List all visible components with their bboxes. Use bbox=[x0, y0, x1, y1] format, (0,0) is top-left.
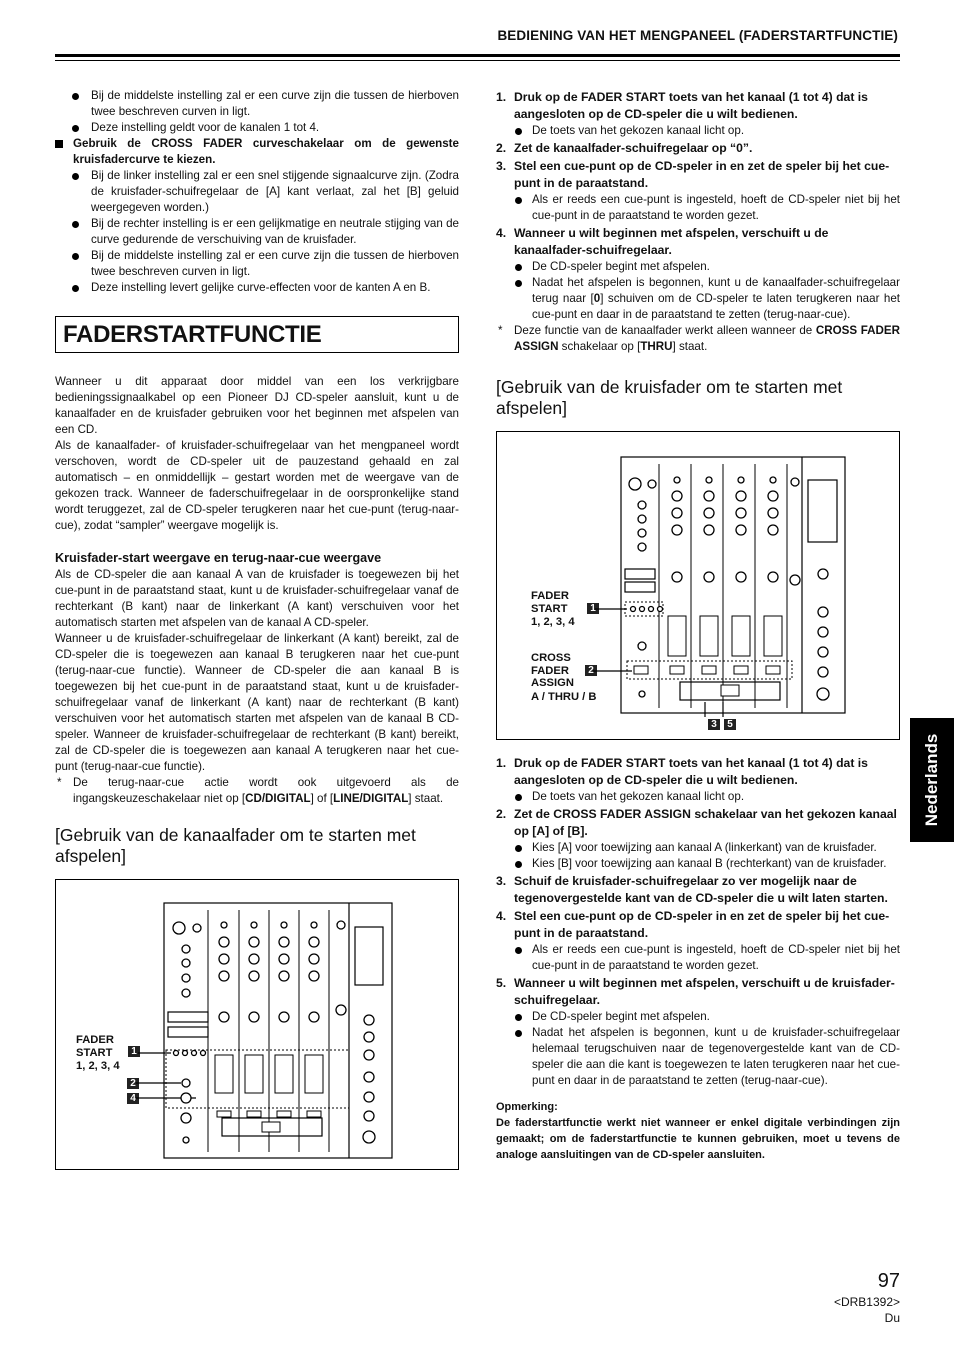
fader-start-label: FADER START bbox=[76, 1034, 114, 1059]
header-rule bbox=[55, 54, 900, 57]
list-item: Bij de middelste instelling zal er een curve zijn die tussen de hierboven twee beschreven curven in ligt. bbox=[55, 88, 459, 120]
cross-fader-assign-label: CROSS FADER ASSIGN bbox=[531, 652, 574, 689]
subheading: Kruisfader-start weergave en terug-naar-cue weergave bbox=[55, 551, 382, 565]
callout-1: 1 bbox=[587, 603, 599, 614]
list-item: Kies [A] voor toewijzing aan kanaal A (linkerkant) van de kruisfader. bbox=[496, 840, 900, 856]
list-item: Bij de rechter instelling is er een gelijkmatige en neutrale stijging van de curve gedurende de verschuiving van de kruisfader. bbox=[55, 216, 459, 248]
mixer-figure-cross-fader bbox=[496, 431, 900, 740]
footnote: * Deze functie van de kanaalfader werkt alleen wanneer de CROSS FADER ASSIGN schakelaar op [THRU] staat. bbox=[498, 324, 901, 353]
list-item: De CD-speler begint met afspelen. bbox=[496, 1009, 900, 1025]
section-heading-cross-fader: [Gebruik van de kruisfader om te starten met afspelen] bbox=[496, 377, 843, 418]
callout-2: 2 bbox=[585, 665, 597, 676]
page-number: 97 bbox=[877, 1270, 900, 1292]
callout-4: 4 bbox=[127, 1093, 139, 1104]
cross-fader-assign-sublabel: A / THRU / B bbox=[531, 691, 597, 703]
list-item: Kies [B] voor toewijzing aan kanaal B (rechterkant) van de kruisfader. bbox=[496, 856, 900, 872]
list-item: Nadat het afspelen is begonnen, kunt u de kruisfader-schuifregelaar helemaal terugschuiven naar de tegenovergestelde kant van de CD-speler die aan die kant is toegewezen te laten terugkeren naar het cue-punt en daar in de paraatstand te zetten (terug-naar-cue). bbox=[496, 1025, 900, 1089]
list-item: De toets van het gekozen kanaal licht op. bbox=[496, 123, 900, 139]
cross-step-3: 3. Schuif de kruisfader-schuifregelaar zo ver mogelijk naar de tegenovergestelde kant van de CD-speler die u wilt laten starten. bbox=[496, 874, 888, 905]
fader-start-sublabel: 1, 2, 3, 4 bbox=[531, 616, 575, 628]
page-header-title: BEDIENING VAN HET MENGPANEEL (FADERSTARTFUNCTIE) bbox=[497, 28, 898, 43]
paragraph: Wanneer u dit apparaat door middel van een los verkrijgbare bedieningssignaalkabel op een Pioneer DJ CD-speler aansluit, kunt u de kanaalfader en de kruisfader gebruiken voor het beginnen met afspelen van een CD. bbox=[55, 375, 459, 436]
callout-1: 1 bbox=[128, 1046, 140, 1057]
list-item: Bij de linker instelling zal er een snel stijgende signaalcurve zijn. (Zodra de kruisfader-schuifregelaar de [A] kant verlaat, zal het [B] geluid weergegeven worden.) bbox=[55, 168, 459, 216]
step-4: 4. Wanneer u wilt beginnen met afspelen, verschuift u de kanaalfader-schuifregelaar. bbox=[496, 226, 829, 257]
cross-step-1: 1. Druk op de FADER START toets van het kanaal (1 tot 4) dat is aangesloten op de CD-speler die u wilt bedienen. bbox=[496, 756, 868, 787]
callout-3: 3 bbox=[708, 719, 720, 730]
callout-5: 5 bbox=[724, 719, 736, 730]
mixer-diagram bbox=[56, 880, 460, 1171]
paragraph: Als de kanaalfader- of kruisfader-schuifregelaar van het mengpaneel wordt verschoven, wordt de CD-speler uit de pauzestand gehaald en zal automatisch – en onmiddellijk – gestart worden met de weergave van de gekozen track. Wanneer de faderschuifregelaar in de oorspronkelijke stand wordt teruggezet, zal de CD-speler terugkeren naar het cue-punt (terug-naar-cue), zodat “sampler” weergave mogelijk is. bbox=[55, 439, 459, 532]
cross-step-5: 5. Wanneer u wilt beginnen met afspelen, verschuift u de kruisfader-schuifregelaar. bbox=[496, 976, 895, 1007]
footnote: * De terug-naar-cue actie wordt ook uitgevoerd als de ingangskeuzeschakelaar niet op [CD/DIGITAL] of [LINE/DIGITAL] staat. bbox=[57, 776, 459, 805]
paragraph: Wanneer u de kruisfader-schuifregelaar de linkerkant (A kant) bereikt, zal de CD-speler die is toegewezen aan kanaal B terugkeren naar het cue-punt (terug-naar-cue functie). Wanneer de CD-speler die aan kanaal B is toegewezen bij het cue-punt in de paraatstand staat, kunt u de kruisfader-schuifregelaar vanaf de linkerkant (A kant) naar de rechterkant (B kant) verschuiven voor het automatisch starten met afspelen van de kanaal B CD-speler. Wanneer de kruisfader-schuifregelaar de rechterkant (B kant) bereikt, zal de CD-speler die is toegewezen aan kanaal A terugkeren naar het cue-punt (terug-naar-cue functie). bbox=[55, 632, 459, 773]
list-item: Bij de middelste instelling zal er een curve zijn die tussen de hierboven twee beschreven curven in ligt. bbox=[55, 248, 459, 280]
list-item: Nadat het afspelen is begonnen, kunt u de kanaalfader-schuifregelaar terug naar [0] schuiven om de CD-speler te laten terugkeren naar het cue-punt en daar in de paraatstand te zetten (terug-naar-cue). bbox=[496, 275, 900, 323]
list-item: Deze instelling levert gelijke curve-effecten voor de kanten A en B. bbox=[55, 280, 459, 296]
cross-step-4: 4. Stel een cue-punt op de CD-speler in en zet de speler bij het cue-punt in de paraatstand. bbox=[496, 909, 890, 940]
step-1: 1. Druk op de FADER START toets van het kanaal (1 tot 4) dat is aangesloten op de CD-speler die u wilt bedienen. bbox=[496, 90, 868, 121]
section-heading-channel-fader: [Gebruik van de kanaalfader om te starten met afspelen] bbox=[55, 825, 416, 866]
list-item: Als er reeds een cue-punt is ingesteld, hoeft de CD-speler niet bij het cue-punt in de paraatstand te worden gezet. bbox=[496, 192, 900, 224]
callout-2: 2 bbox=[127, 1078, 139, 1089]
remark-title: Opmerking: bbox=[496, 1101, 558, 1113]
list-item: De toets van het gekozen kanaal licht op. bbox=[496, 789, 900, 805]
cross-step-2: 2. Zet de CROSS FADER ASSIGN schakelaar van het gekozen kanaal op [A] of [B]. bbox=[496, 807, 897, 838]
list-item: Deze instelling geldt voor de kanalen 1 tot 4. bbox=[55, 120, 459, 136]
left-column bbox=[55, 88, 459, 1170]
paragraph: Als de CD-speler die aan kanaal A van de kruisfader is toegewezen bij het cue-punt in de paraatstand staat, kunt u de kruisfader-schuifregelaar vanaf de rechterkant (B kant) naar de linkerkant (A kant) verschuiven voor het automatisch starten met afspelen van de kanaal A CD-speler. bbox=[55, 568, 459, 629]
fader-start-label: FADER START bbox=[531, 590, 569, 615]
list-item: Als er reeds een cue-punt is ingesteld, hoeft de CD-speler niet bij het cue-punt in de paraatstand te worden gezet. bbox=[496, 942, 900, 974]
instruction-item: Gebruik de CROSS FADER curveschakelaar om de gewenste kruisfadercurve te kiezen. bbox=[55, 136, 459, 168]
right-column bbox=[496, 88, 900, 1163]
language-side-tab: Nederlands bbox=[910, 718, 954, 842]
mixer-figure-channel-fader bbox=[55, 879, 459, 1170]
fader-start-sublabel: 1, 2, 3, 4 bbox=[76, 1060, 120, 1072]
header-rule-thin bbox=[55, 60, 900, 61]
document-code: <DRB1392> Du bbox=[833, 1295, 900, 1325]
step-3: 3. Stel een cue-punt op de CD-speler in en zet de speler bij het cue-punt in de paraatstand. bbox=[496, 159, 890, 190]
mixer-diagram bbox=[497, 432, 901, 741]
list-item: De CD-speler begint met afspelen. bbox=[496, 259, 900, 275]
step-2: 2. Zet de kanaalfader-schuifregelaar op “0”. bbox=[496, 141, 753, 155]
section-title: FADERSTARTFUNCTIE bbox=[55, 316, 459, 353]
remark-text: De faderstartfunctie werkt niet wanneer er enkel digitale verbindingen zijn gemaakt; om de faderstartfunctie te kunnen gebruiken, moet u tevens de analoge aansluitingen van de CD-speler aansluiten. bbox=[496, 1117, 900, 1161]
